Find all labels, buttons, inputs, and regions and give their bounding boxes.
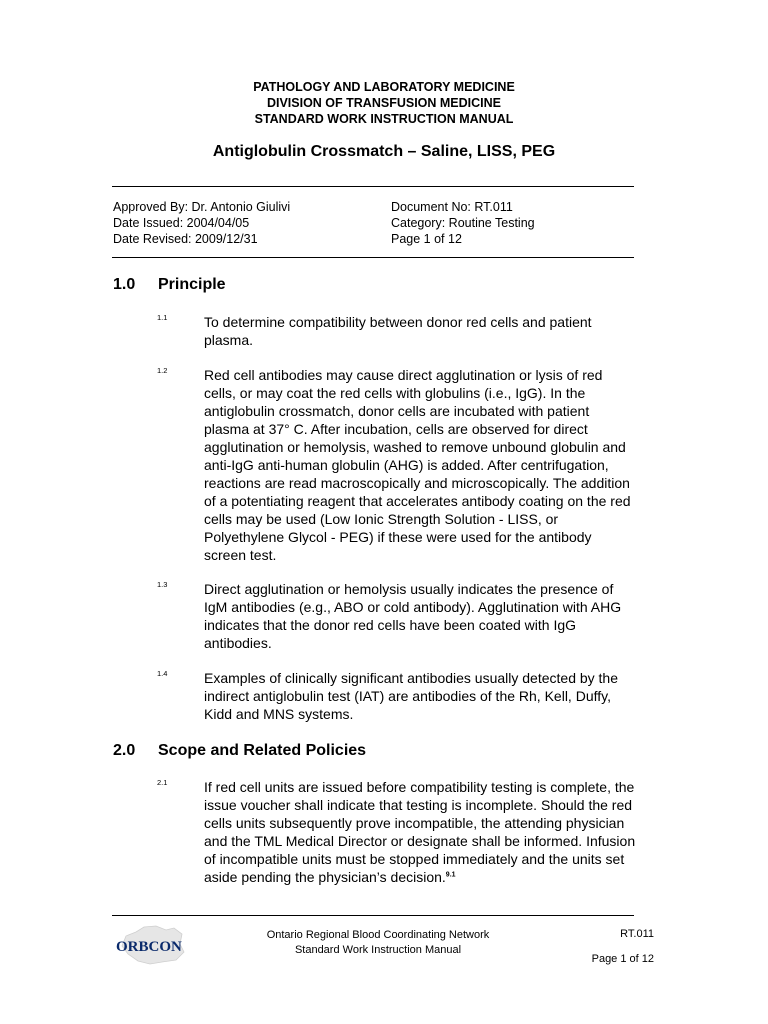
date-issued: Date Issued: 2004/04/05 — [113, 216, 250, 230]
paragraph — [157, 366, 637, 564]
paragraph-text: Examples of clinically significant antibodies usually detected by the indirect antiglobulin test (IAT) are antibodies of the Rh, Kell, Duffy, Kidd and MNS systems. — [204, 670, 619, 722]
paragraph-text: Red cell antibodies may cause direct agglutination or lysis of red cells, or may coat the red cells with globulins (i.e., IgG). In the antiglobulin crossmatch, donor cells are incubated with patient plasma at 37° C. After incubation, cells are observed for direct agglutination or hemolysis, washed to remove unbound globulin and anti-IgG anti-human globulin (AHG) is added. After centrifugation, reactions are read macroscopically and microscopically. The addition of a potentiating reagent that accelerates antibody coating on the red cells may be used (Low Ionic Strength Solution - LISS, or Polyethylene Glycol - PEG) if these were used for the antibody screen test. — [204, 367, 631, 563]
section-number: 2.0 — [113, 742, 136, 759]
paragraph — [157, 580, 637, 652]
date-revised: Date Revised: 2009/12/31 — [113, 232, 258, 246]
document-header — [0, 79, 768, 127]
paragraph-number: 1.2 — [157, 366, 168, 375]
orbcon-logo — [114, 924, 186, 966]
paragraph-number: 1.1 — [157, 313, 168, 322]
footer-org-line-1: Ontario Regional Blood Coordinating Network — [266, 929, 490, 941]
divider-top — [112, 186, 634, 187]
footer-organization — [220, 928, 536, 958]
paragraph-text: To determine compatibility between donor red cells and patient plasma. — [204, 314, 592, 348]
paragraph-number: 1.4 — [157, 669, 168, 678]
paragraph-text — [204, 778, 637, 886]
header-line-1: PATHOLOGY AND LABORATORY MEDICINE — [253, 80, 515, 94]
paragraph — [157, 778, 637, 886]
paragraph — [157, 669, 637, 723]
section-number: 1.0 — [113, 276, 136, 293]
section-heading — [113, 742, 366, 760]
paragraph-body: If red cell units are issued before compatibility testing is complete, the issue voucher shall indicate that testing is incomplete. Should the red cells units subsequently prove incompatible, the attending physician and the TML Medical Director or designate shall be informed. Infusion of incompatible units must be stopped immediately and the units set aside pending the physician’s decision. — [204, 779, 636, 885]
footer-page-number: Page 1 of 12 — [591, 953, 654, 965]
footer-org-line-2: Standard Work Instruction Manual — [294, 944, 462, 956]
section-title: Scope and Related Policies — [158, 742, 367, 759]
page-indicator: Page 1 of 12 — [391, 232, 462, 246]
footer-document-code: RT.011 — [620, 928, 654, 940]
footer-divider — [112, 915, 634, 916]
divider-bottom — [112, 257, 634, 258]
header-line-2: DIVISION OF TRANSFUSION MEDICINE — [266, 96, 502, 110]
logo-text: ORBCON — [116, 939, 182, 955]
header-line-3: STANDARD WORK INSTRUCTION MANUAL — [254, 112, 514, 126]
reference-marker: 9.1 — [445, 871, 456, 879]
section-title: Principle — [158, 276, 226, 293]
paragraph — [157, 313, 637, 349]
paragraph-text: Direct agglutination or hemolysis usually indicates the presence of IgM antibodies (e.g., ABO or cold antibody). Agglutination with AHG indicates that the donor red cells have been coated with IgG antibodies. — [204, 581, 622, 651]
document-title: Antiglobulin Crossmatch – Saline, LISS, PEG — [212, 143, 556, 160]
paragraph-number: 2.1 — [157, 778, 168, 787]
section-heading — [113, 276, 226, 294]
orbcon-logo-graphic — [114, 924, 186, 966]
approved-by: Approved By: Dr. Antonio Giulivi — [113, 200, 291, 214]
category: Category: Routine Testing — [391, 216, 535, 230]
meta-left — [113, 199, 290, 247]
document-number: Document No: RT.011 — [391, 200, 513, 214]
meta-right — [391, 199, 535, 247]
paragraph-number: 1.3 — [157, 580, 168, 589]
